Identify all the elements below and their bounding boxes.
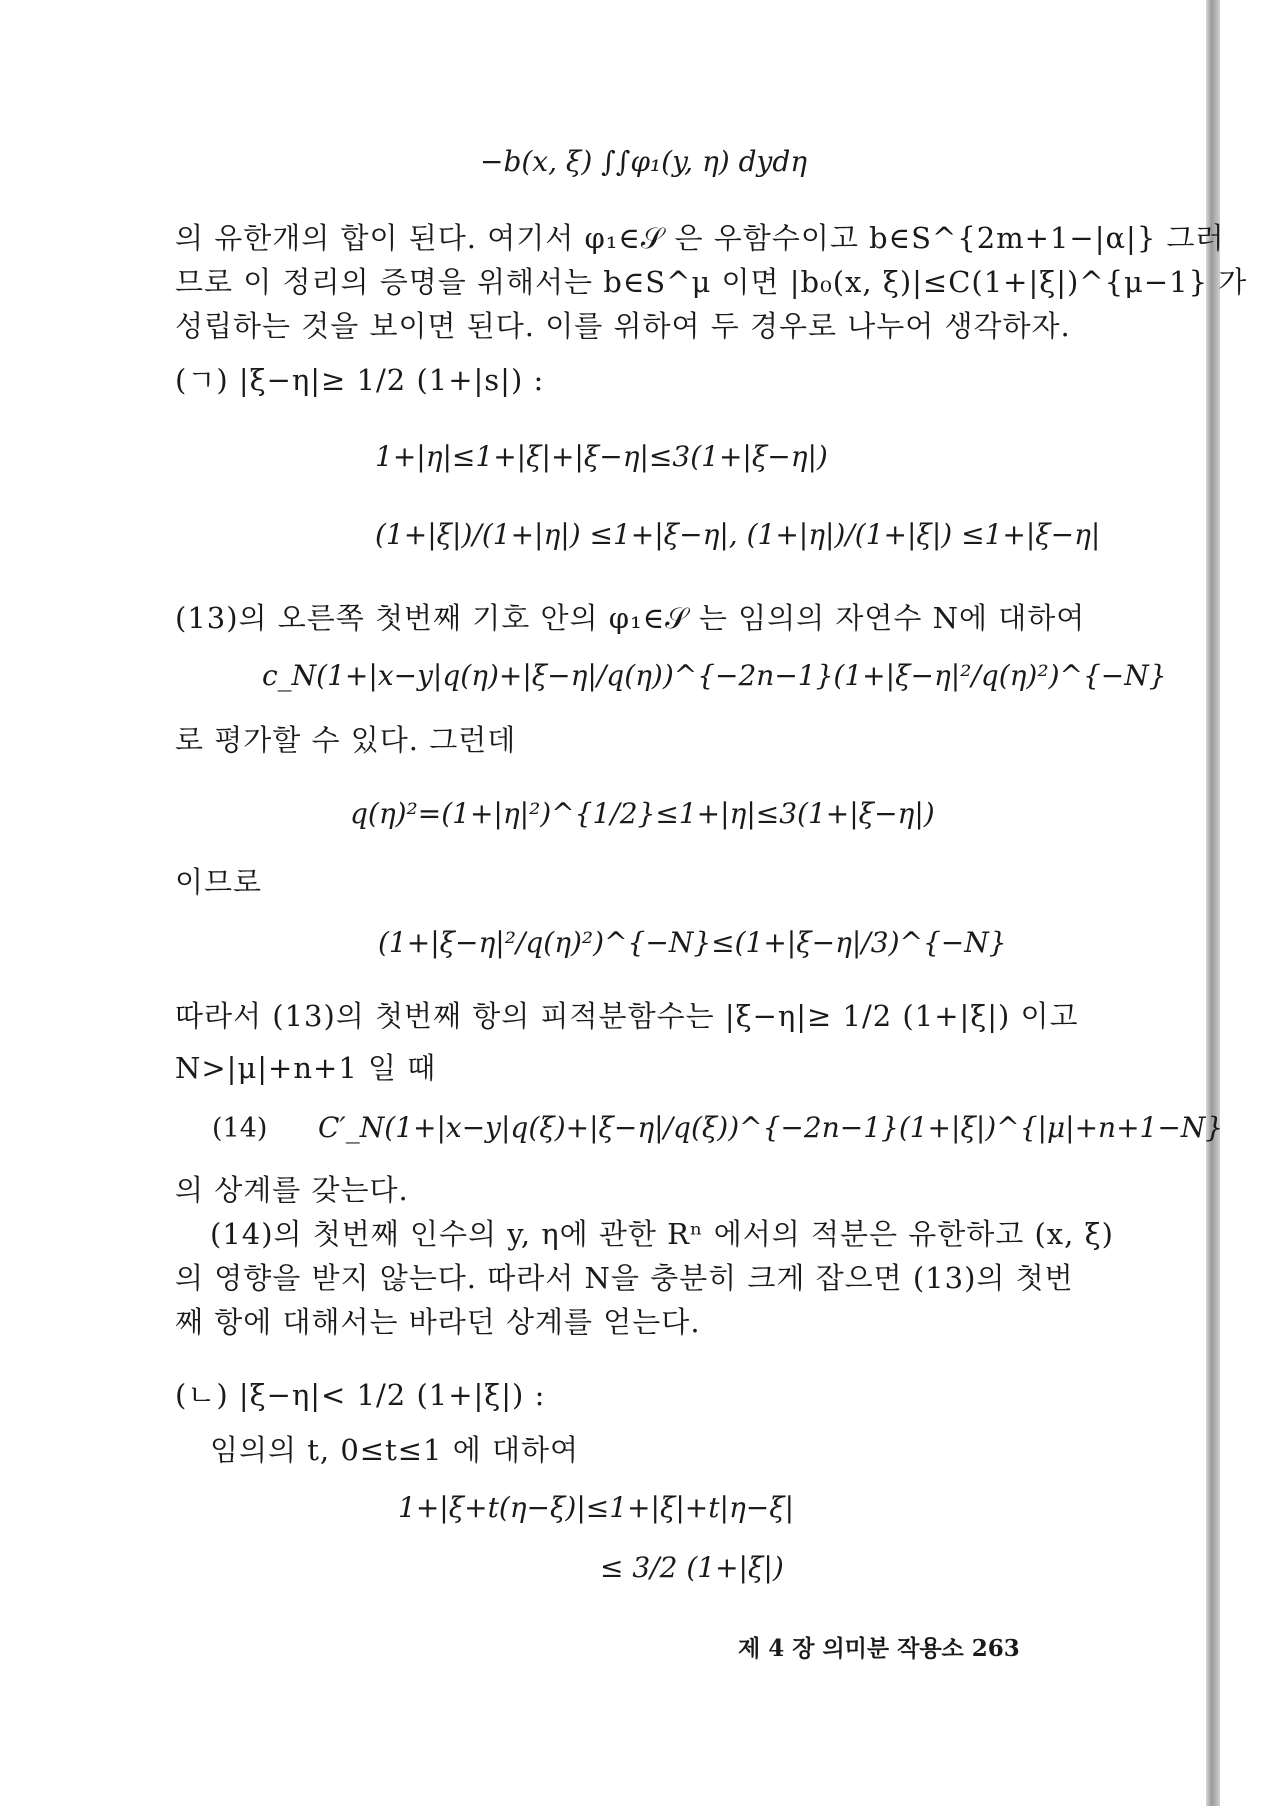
text-line: 째 항에 대해서는 바라던 상계를 얻는다. bbox=[175, 1305, 701, 1339]
text-line: 므로 이 정리의 증명을 위해서는 b∈S^μ 이면 |b₀(x, ξ)|≤C(1+|ξ|)^{μ−1} 가 bbox=[175, 265, 1248, 299]
equation-1: −b(x, ξ) ∫∫φ₁(y, η) dydη bbox=[480, 145, 808, 178]
text-line: 임의의 t, 0≤t≤1 에 대하여 bbox=[210, 1433, 579, 1467]
equation-8: 1+|ξ+t(η−ξ)|≤1+|ξ|+t|η−ξ| bbox=[398, 1491, 795, 1524]
equation-number-14: (14) bbox=[212, 1113, 268, 1144]
text-line: (14)의 첫번째 인수의 y, η에 관한 Rⁿ 에서의 적분은 유한하고 (x, ξ) bbox=[210, 1217, 1114, 1251]
equation-4: c_N(1+|x−y|q(η)+|ξ−η|/q(η))^{−2n−1}(1+|ξ−η|²/q(η)²)^{−N} bbox=[262, 659, 1167, 692]
case-heading-1: (ㄱ) |ξ−η|≥ 1/2 (1+|s|) : bbox=[175, 363, 545, 397]
equation-5: q(η)²=(1+|η|²)^{1/2}≤1+|η|≤3(1+|ξ−η|) bbox=[350, 797, 935, 830]
equation-6: (1+|ξ−η|²/q(η)²)^{−N}≤(1+|ξ−η|/3)^{−N} bbox=[378, 926, 1007, 959]
text-line: 의 상계를 갖는다. bbox=[175, 1173, 409, 1207]
equation-3: (1+|ξ|)/(1+|η|) ≤1+|ξ−η|, (1+|η|)/(1+|ξ|) ≤1+|ξ−η| bbox=[375, 518, 1101, 551]
equation-9: ≤ 3/2 (1+|ξ|) bbox=[600, 1551, 784, 1584]
text-line: 의 영향을 받지 않는다. 따라서 N을 충분히 크게 잡으면 (13)의 첫번 bbox=[175, 1261, 1074, 1295]
equation-7: C′_N(1+|x−y|q(ξ)+|ξ−η|/q(ξ))^{−2n−1}(1+|ξ|)^{|μ|+n+1−N} bbox=[318, 1111, 1224, 1144]
text-line: (13)의 오른쪽 첫번째 기호 안의 φ₁∈𝒮 는 임의의 자연수 N에 대하여 bbox=[175, 601, 1086, 635]
case-heading-2: (ㄴ) |ξ−η|< 1/2 (1+|ξ|) : bbox=[175, 1378, 546, 1412]
page-footer: 제 4 장 의미분 작용소 263 bbox=[738, 1635, 1020, 1662]
equation-2: 1+|η|≤1+|ξ|+|ξ−η|≤3(1+|ξ−η|) bbox=[375, 440, 828, 473]
text-line: 의 유한개의 합이 된다. 여기서 φ₁∈𝒮 은 우함수이고 b∈S^{2m+1−|α|} 그러 bbox=[175, 221, 1225, 255]
text-line: 따라서 (13)의 첫번째 항의 피적분함수는 |ξ−η|≥ 1/2 (1+|ξ|) 이고 bbox=[175, 999, 1079, 1033]
text-line: 이므로 bbox=[175, 865, 263, 899]
text-line: N>|μ|+n+1 일 때 bbox=[175, 1051, 437, 1085]
text-line: 로 평가할 수 있다. 그런데 bbox=[175, 723, 517, 757]
text-line: 성립하는 것을 보이면 된다. 이를 위하여 두 경우로 나누어 생각하자. bbox=[175, 309, 1071, 343]
